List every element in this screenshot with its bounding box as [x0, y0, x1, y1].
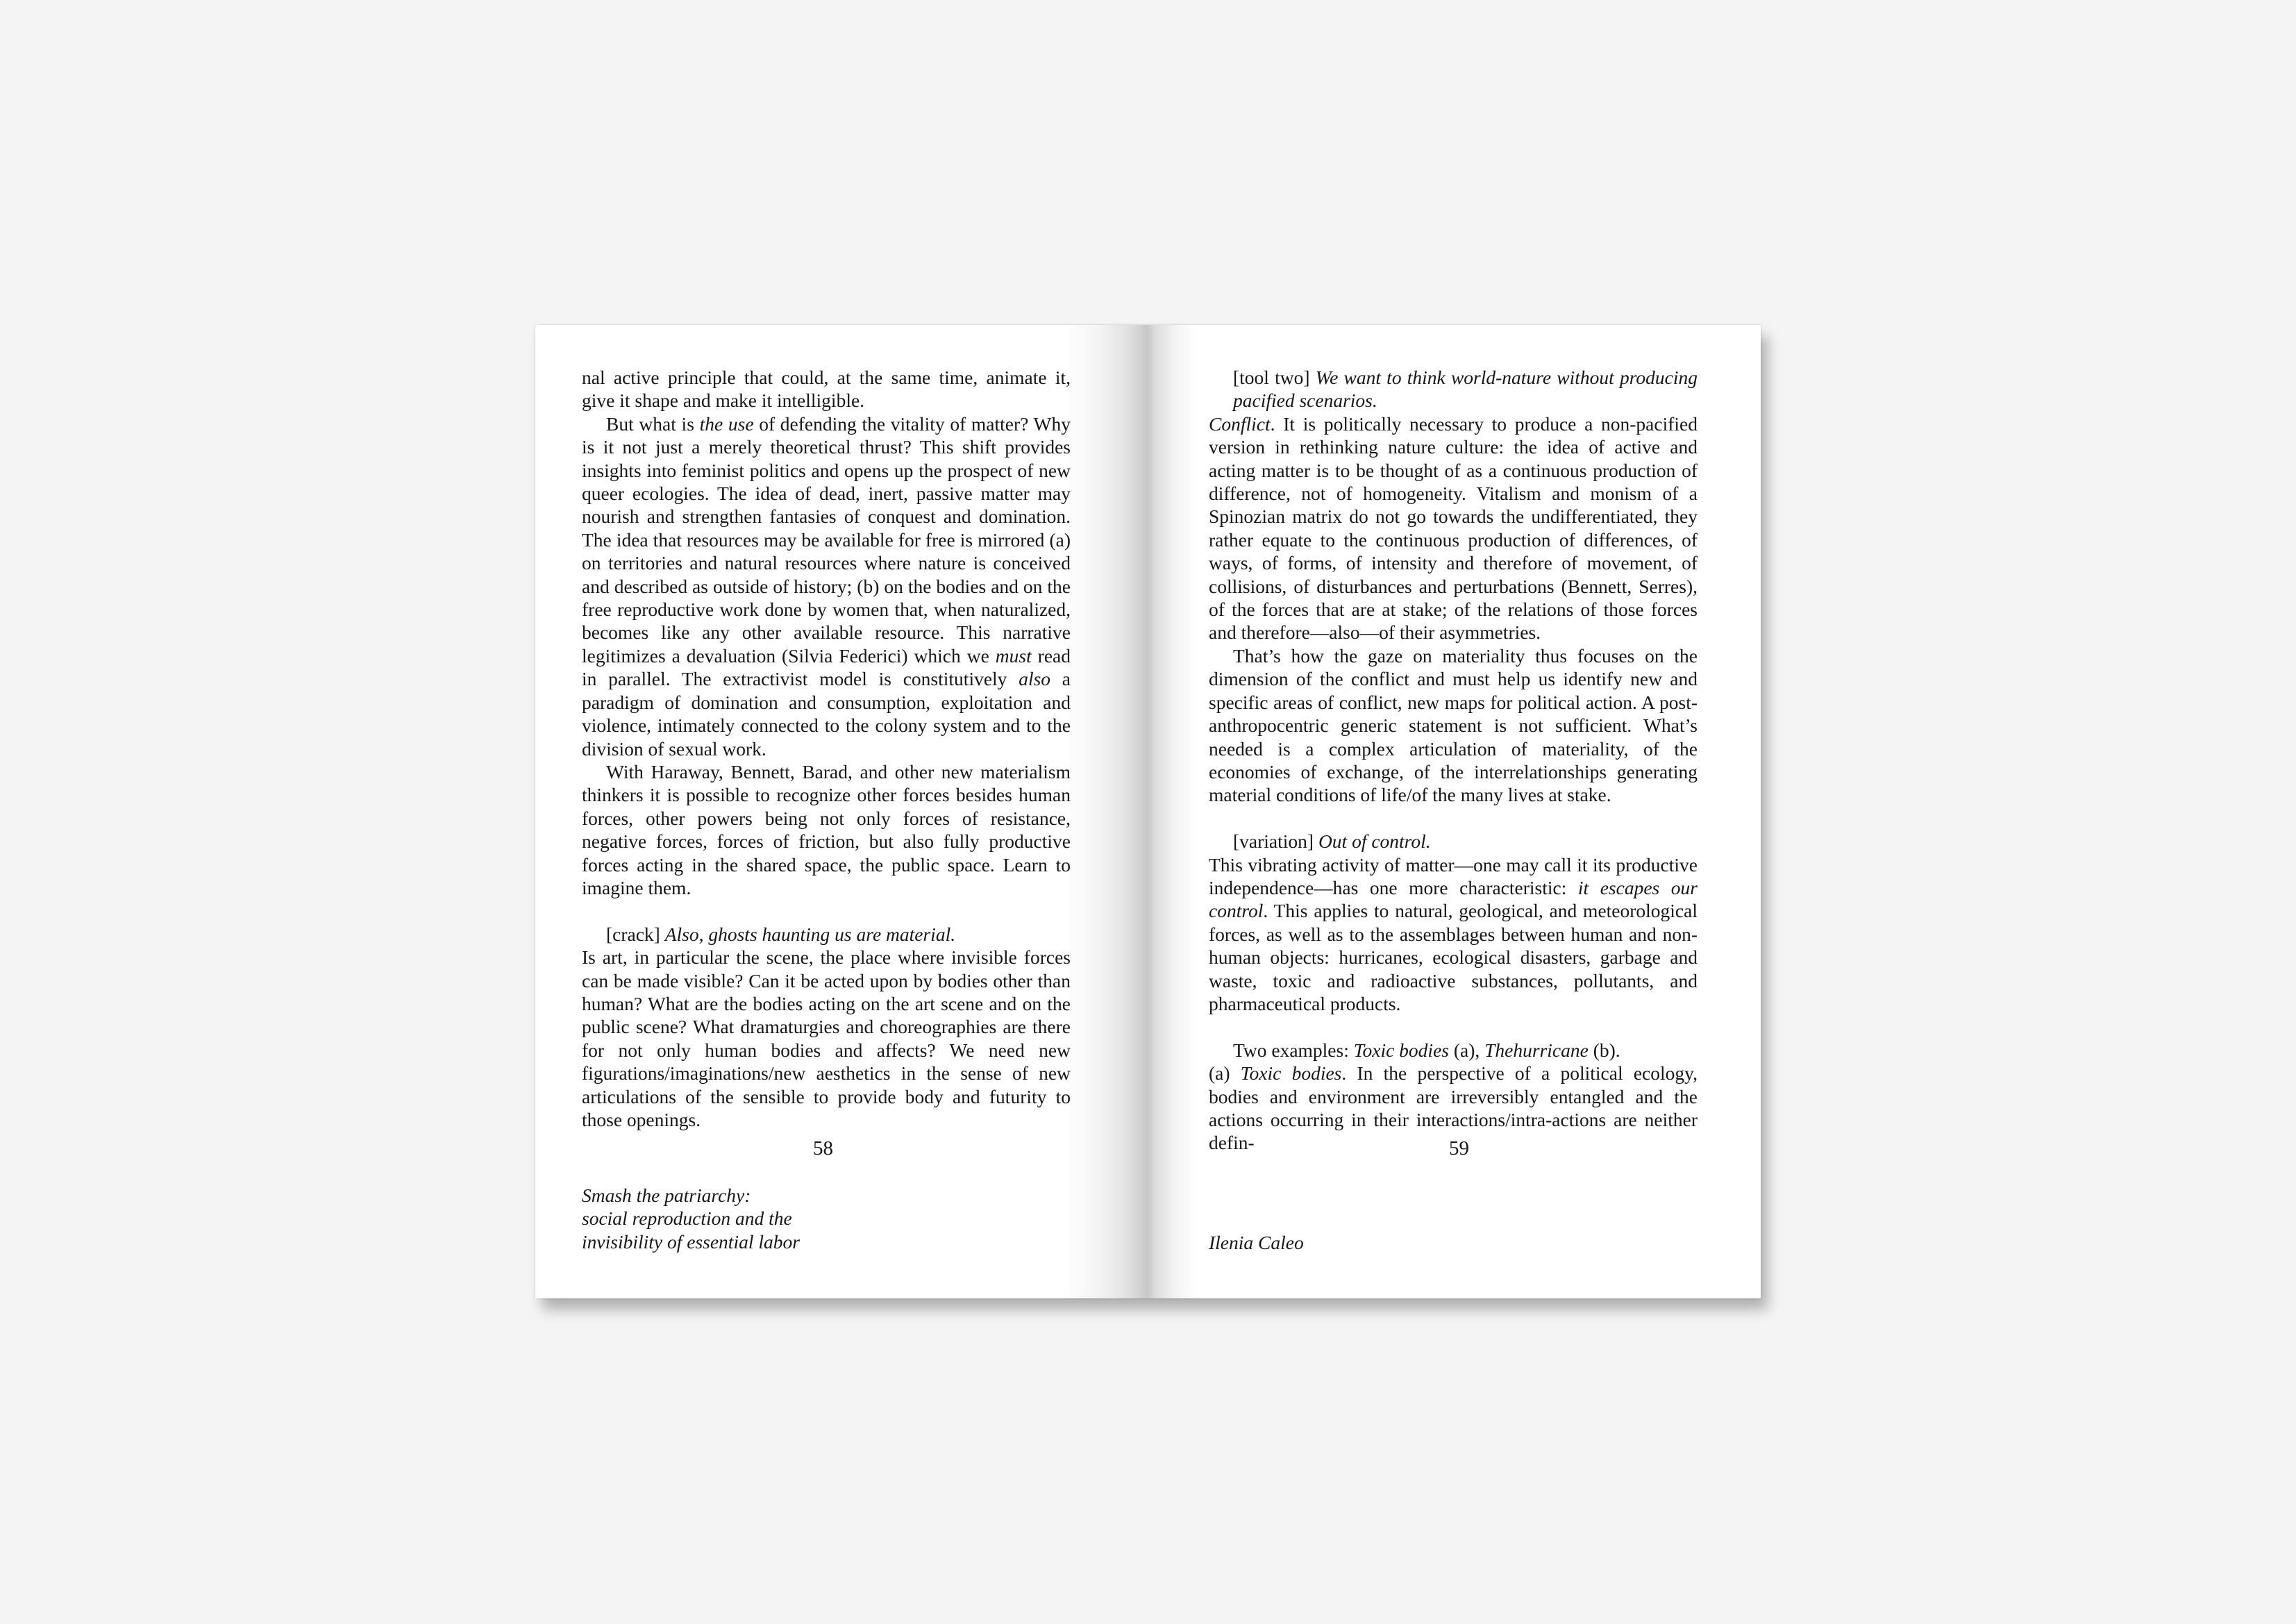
paragraph: Is art, in particular the scene, the place where invisible forces can be made visible? Can it be acted upon by bodies other than human? What are the bodies acting on the art scene and on the public scene? What dramaturgies and choreographies are there for not only human bodies and affects? We need new figurations/imaginations/new aesthetics in the sense of new articulations of the sensible to provide body and futurity to those openings. — [582, 946, 1071, 1130]
book-spread — [535, 325, 1761, 1298]
running-head-author: Ilenia Caleo — [1209, 1232, 1304, 1253]
paragraph: nal active principle that could, at the same time, animate it, give it shape and make it intelligible. — [582, 367, 1071, 412]
page-number: 58 — [813, 1137, 833, 1160]
examples-line: Two examples: Toxic bodies (a), Thehurricane (b). — [1233, 1039, 1620, 1061]
paragraph: That’s how the gaze on materiality thus focuses on the dimension of the conflict and must help us identify new and specific areas of conflict, new maps for political action. A post-anthropocentric generic statement is not sufficient. What’s needed is a complex articulation of materiality, of the economies of exchange, of the interrelationships generating material conditions of life/of the many lives at stake. — [1209, 644, 1698, 806]
paragraph: This vibrating activity of matter—one may call it its productive independence—has one more characteristic: it escapes our control. This applies to natural, geological, and meteorological forces, as well as to the assemblages between human and non-human objects: hurricanes, ecological disasters, garbage and waste, toxic and radioactive substances, pollutants, and pharmaceutical products. — [1209, 853, 1698, 1014]
paragraph: With Haraway, Bennett, Barad, and other new materialism thinkers it is possible to recognize other forces besides human forces, other powers being not only forces of resistance, negative forces, forces of friction, but also fully productive forces acting in the shared space, the public space. Learn to imagine them. — [582, 760, 1071, 898]
left-text-block — [582, 366, 1071, 1131]
section-heading-variation: [variation] Out of control. — [1233, 830, 1431, 853]
paragraph: But what is the use of defending the vitality of matter? Why is it not just a merely theoretical thrust? This shift provides insights into feminist politics and opens up the prospect of new queer ecologies. The idea of dead, inert, passive matter may nourish and strengthen fantasies of conquest and domination. The idea that resources may be available for free is mirrored (a) on territories and natural resources where nature is conceived and described as outside of history; (b) on the bodies and on the free reproductive work done by women that, when naturalized, becomes like any other available resource. This narrative legitimizes a devaluation (Silvia Federici) which we must read in parallel. The extractivist model is constitutively also a paradigm of domination and consumption, exploitation and violence, intimately connected to the colony system and to the division of sexual work. — [582, 412, 1071, 760]
right-page — [1148, 325, 1761, 1298]
section-heading-tool-two: [tool two] We want to think world-nature without producing pacified scenarios. — [1233, 367, 1698, 412]
running-head-title: Smash the patriarchy: social reproduction and the invisibility of essential labor — [582, 1184, 800, 1253]
paragraph: (a) Toxic bodies. In the perspective of a political ecology, bodies and environment are irreversibly entangled and the actions occurring in their interactions/intra-actions are neither defin- — [1209, 1062, 1698, 1154]
page-number: 59 — [1449, 1137, 1469, 1160]
paragraph: Conflict. It is politically necessary to produce a non-pacified version in rethinking nature culture: the idea of active and acting matter is to be thought of as a continuous production of difference, not of homogeneity. Vitalism and monism of a Spinozian matrix do not go towards the undifferentiated, they rather equate to the continuous production of differences, of ways, of forms, of intensity and therefore of movement, of collisions, of disturbances and perturbations (Bennett, Serres), of the forces that are at stake; of the relations of those forces and therefore—also—of their asymmetries. — [1209, 412, 1698, 644]
right-text-block — [1209, 366, 1698, 1155]
left-page — [535, 325, 1148, 1298]
section-heading-crack: [crack] Also, ghosts haunting us are material. — [606, 923, 956, 945]
